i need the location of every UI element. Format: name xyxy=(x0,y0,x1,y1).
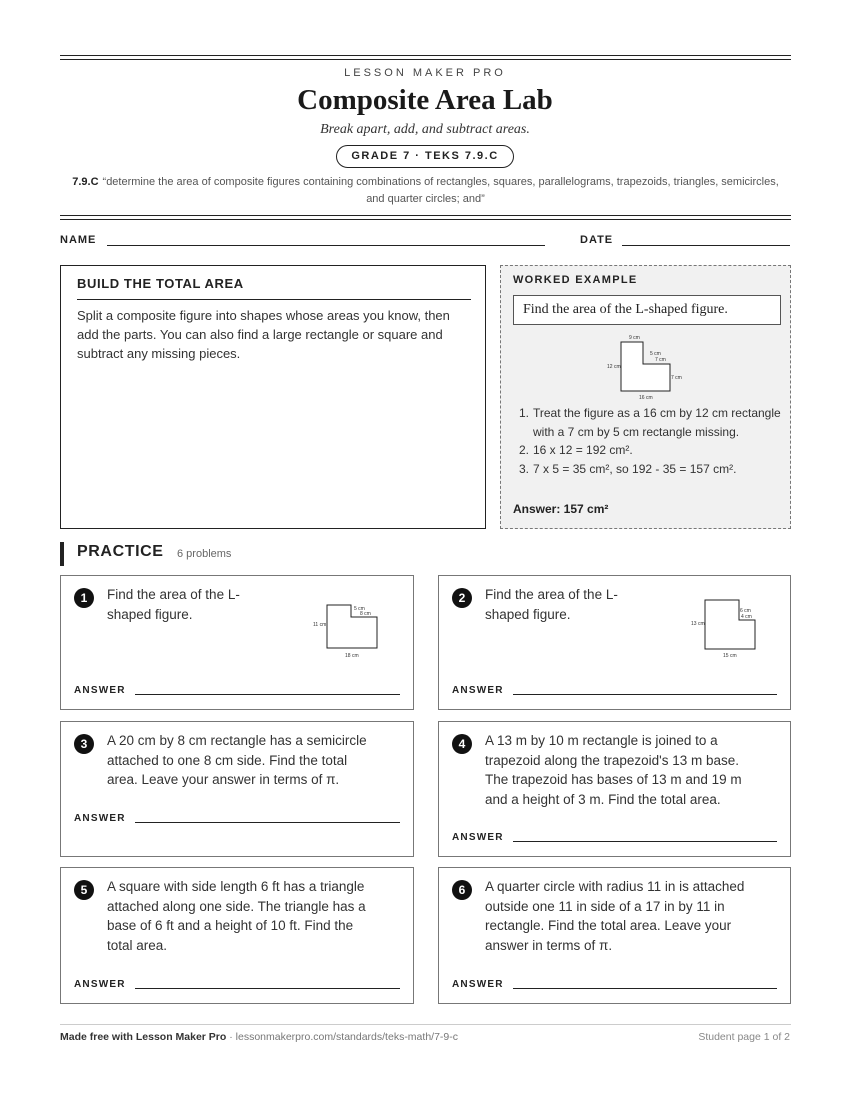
answer-label: ANSWER xyxy=(74,979,126,990)
answer-field[interactable] xyxy=(135,694,400,695)
problem-text: A 20 cm by 8 cm rectangle has a semicircle attached to one 8 cm side. Find the total area. Leave your answer in terms of π. xyxy=(107,733,367,787)
page-title: Composite Area Lab xyxy=(297,84,553,116)
build-heading: BUILD THE TOTAL AREA xyxy=(77,276,471,300)
fig-label-bottom: 18 cm xyxy=(345,653,359,659)
worked-example-heading: WORKED EXAMPLE xyxy=(513,274,638,286)
practice-count: 6 problems xyxy=(177,548,232,560)
fig-label-bottom: 15 cm xyxy=(723,653,737,659)
answer-label: ANSWER xyxy=(74,685,126,696)
footer-url[interactable]: lessonmakerpro.com/standards/teks-math/7-9-c xyxy=(235,1031,458,1043)
fig-label-bottom: 16 cm xyxy=(639,395,653,400)
problem-card-4 xyxy=(438,721,791,857)
problem-number: 1 xyxy=(74,588,94,608)
answer-field[interactable] xyxy=(513,841,777,842)
fig-label-notch-v: 5 cm xyxy=(650,351,661,357)
problem-text: A 13 m by 10 m rectangle is joined to a trapezoid along the trapezoid's 13 m base. The trapezoid has bases of 13 m and 19 m and a height of 3 m. Find the total area. xyxy=(485,733,742,807)
worked-example-steps xyxy=(515,404,785,478)
answer-field[interactable] xyxy=(513,694,777,695)
footer-page-number: Student page 1 of 2 xyxy=(698,1031,790,1043)
worked-example-figure xyxy=(601,330,691,400)
footer-rule xyxy=(60,1024,791,1025)
fig-label-notch-h: 8 cm xyxy=(360,611,371,617)
problem-figure-1 xyxy=(311,600,391,660)
standard-code: 7.9.C xyxy=(72,176,99,188)
worked-example-answer: Answer: 157 cm² xyxy=(513,502,609,516)
grade-badge: GRADE 7 · TEKS 7.9.C xyxy=(336,145,514,168)
fig-label-notch-h: 7 cm xyxy=(655,357,666,363)
worked-example-question: Find the area of the L-shaped figure. xyxy=(513,295,781,325)
practice-accent-bar xyxy=(60,542,64,566)
answer-field[interactable] xyxy=(135,988,400,989)
date-field[interactable] xyxy=(622,245,790,246)
problem-number: 3 xyxy=(74,734,94,754)
header-rule xyxy=(60,215,791,216)
problem-number: 4 xyxy=(452,734,472,754)
build-text: Split a composite figure into shapes whose areas you know, then add the parts. You can also find a large rectangle or square and subtract any missing pieces. xyxy=(77,308,450,361)
fig-label-notch-v: 5 cm xyxy=(354,606,365,612)
page-subtitle: Break apart, add, and subtract areas. xyxy=(320,122,530,137)
date-label: DATE xyxy=(580,234,614,246)
top-rule-thin xyxy=(60,59,791,60)
answer-label: ANSWER xyxy=(452,685,504,696)
name-label: NAME xyxy=(60,234,97,246)
problem-card-6 xyxy=(438,867,791,1004)
problem-text: Find the area of the L- shaped figure. xyxy=(485,587,618,622)
top-rule xyxy=(60,55,791,56)
header-rule-thick xyxy=(60,219,791,220)
worked-step: 2. 16 x 12 = 192 cm². xyxy=(519,443,633,457)
answer-label: ANSWER xyxy=(452,979,504,990)
problem-number: 5 xyxy=(74,880,94,900)
problem-text: Find the area of the L- shaped figure. xyxy=(107,587,240,622)
fig-label-right: 7 cm xyxy=(671,375,682,381)
answer-field[interactable] xyxy=(135,822,400,823)
practice-heading: PRACTICE xyxy=(77,543,164,560)
problem-card-2 xyxy=(438,575,791,710)
fig-label-notch-h: 4 cm xyxy=(741,614,752,620)
problem-card-1 xyxy=(60,575,414,710)
worked-step: 3. 7 x 5 = 35 cm², so 192 - 35 = 157 cm². xyxy=(519,461,737,476)
problem-number: 6 xyxy=(452,880,472,900)
footer-credit xyxy=(60,1031,458,1043)
worked-example-box xyxy=(500,265,791,529)
brand-name: LESSON MAKER PRO xyxy=(344,67,506,79)
fig-label-notch-v: 6 cm xyxy=(740,608,751,614)
problem-number: 2 xyxy=(452,588,472,608)
answer-label: ANSWER xyxy=(452,832,504,843)
footer-separator: · xyxy=(226,1031,236,1043)
build-total-area-box xyxy=(60,265,486,529)
standard-text: “determine the area of composite figures containing combinations of rectangles, squares, parallelograms, trapezoids, triangles, semicircles, and quarter circles; and” xyxy=(102,176,779,205)
fig-label-left: 12 cm xyxy=(607,364,621,370)
fig-label-top: 9 cm xyxy=(629,335,640,341)
answer-field[interactable] xyxy=(513,988,777,989)
name-field[interactable] xyxy=(107,245,545,246)
footer-made-with: Made free with Lesson Maker Pro xyxy=(60,1031,227,1043)
problem-text: A quarter circle with radius 11 in is attached outside one 11 in side of a 17 in by 11 in rectangle. Find the total area. Leave your answer in terms of π. xyxy=(485,879,745,953)
fig-label-left: 13 cm xyxy=(691,621,705,627)
problem-text: A square with side length 6 ft has a triangle attached along one side. The triangle has a base of 6 ft and a height of 10 ft. Find the total area. xyxy=(107,879,366,953)
worked-step: 1. Treat the figure as a 16 cm by 12 cm rectangle with a 7 cm by 5 cm rectangle missing. xyxy=(519,406,781,439)
problem-figure-2 xyxy=(689,598,769,660)
fig-label-left: 11 cm xyxy=(313,622,327,628)
problem-card-5 xyxy=(60,867,414,1004)
answer-label: ANSWER xyxy=(74,813,126,824)
problem-card-3 xyxy=(60,721,414,857)
standard-description xyxy=(62,174,789,208)
